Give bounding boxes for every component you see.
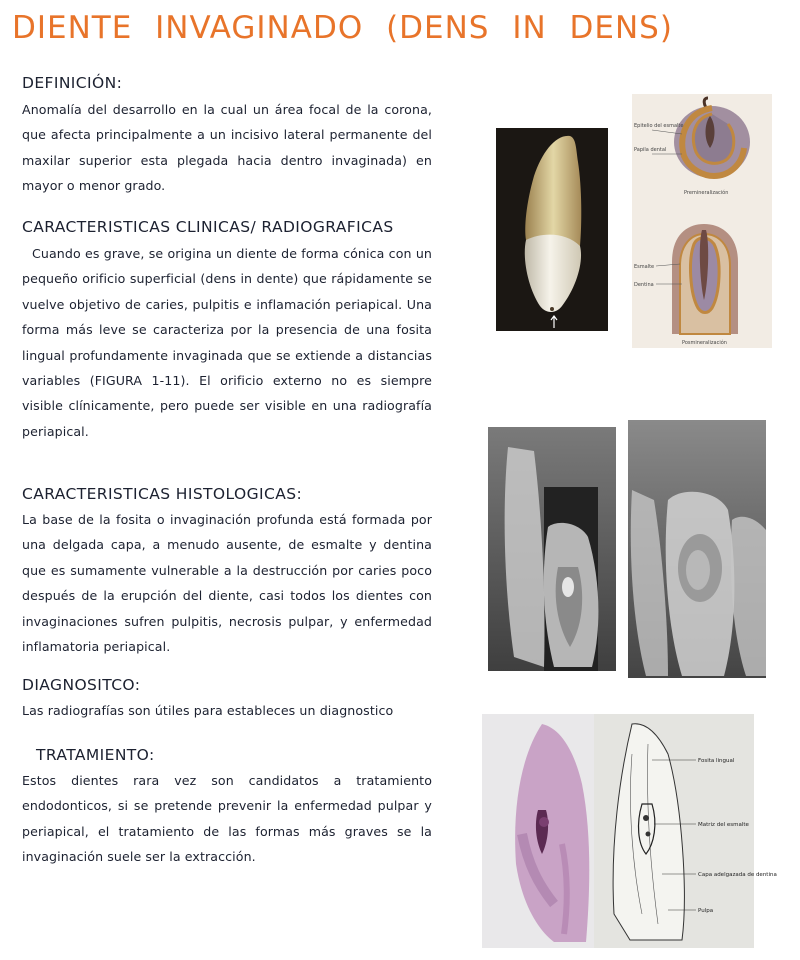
- definition-heading: DEFINICIÓN:: [22, 74, 123, 92]
- premineralization-diagram: [634, 98, 750, 196]
- label-dentina: Dentina: [634, 282, 654, 288]
- clinical-text: Cuando es grave, se origina un diente de forma cónica con un pequeño orificio superficial (dens in dente) que rápidamente se vuelve objetivo de caries, pulpitis e inflamación periapical. Una forma más leve se caracteriza por la presencia de una fosita lingual profundamente invaginada que se extiende a distancias variables (FIGURA 1-11). El orificio externo no es siempre visible clínicamente, pero puede ser visible en una radiografía periapical.: [22, 246, 432, 439]
- radiograph-left: [488, 427, 616, 671]
- treatment-text: Estos dientes rara vez son candidatos a tratamiento endodonticos, si se pretende prevenir la enfermedad pulpar y periapical, el tratamiento de las formas más graves se la invaginación suele ser la extracción.: [22, 773, 432, 865]
- label-papila: Papila dental: [634, 147, 667, 153]
- clinical-heading: CARACTERISTICAS CLINICAS/ RADIOGRAFICAS: [22, 218, 394, 236]
- histology-photo: [482, 714, 594, 948]
- histology-text: La base de la fosita o invaginación profunda está formada por una delgada capa, a menudo ausente, de esmalte y dentina que es sumamente vulnerable a la destrucción por caries poco después de la erupción del diente, casi todos los dientes con invaginaciones sufren pulpitis, necrosis pulpar, y enfermedad inflamatoria periapical.: [22, 512, 432, 655]
- histology-diagram: [594, 714, 777, 948]
- treatment-heading: TRATAMIENTO:: [36, 746, 155, 764]
- radiograph-right: [628, 420, 766, 678]
- label-matriz: Matriz del esmalte: [698, 822, 749, 828]
- label-esmalte: Esmalte: [634, 264, 655, 270]
- development-diagram: [632, 94, 772, 348]
- histology-figure: [482, 714, 777, 948]
- label-pulpa: Pulpa: [698, 908, 714, 914]
- definition-text: Anomalía del desarrollo en la cual un área focal de la corona, que afecta principalmente a un incisivo lateral permanente del maxilar superior esta plegada hacia dentro invaginada) en mayor o menor grado.: [22, 102, 432, 194]
- diagnosis-heading: DIAGNOSITCO:: [22, 676, 141, 694]
- caption-premineralizacion: Premineralización: [684, 190, 729, 196]
- caption-posmineralizacion: Posmineralización: [682, 340, 727, 346]
- tooth-photo: [496, 128, 608, 331]
- diagnosis-text: Las radiografías son útiles para estableces un diagnostico: [22, 703, 394, 718]
- label-capa: Capa adelgazada de dentina: [698, 872, 777, 878]
- page-title: DIENTE INVAGINADO (DENS IN DENS): [12, 10, 673, 46]
- histology-heading: CARACTERISTICAS HISTOLOGICAS:: [22, 485, 303, 503]
- label-fosita: Fosita lingual: [698, 758, 735, 764]
- label-epitelio: Epitelio del esmalte: [634, 123, 684, 129]
- postmineralization-diagram: [634, 224, 738, 346]
